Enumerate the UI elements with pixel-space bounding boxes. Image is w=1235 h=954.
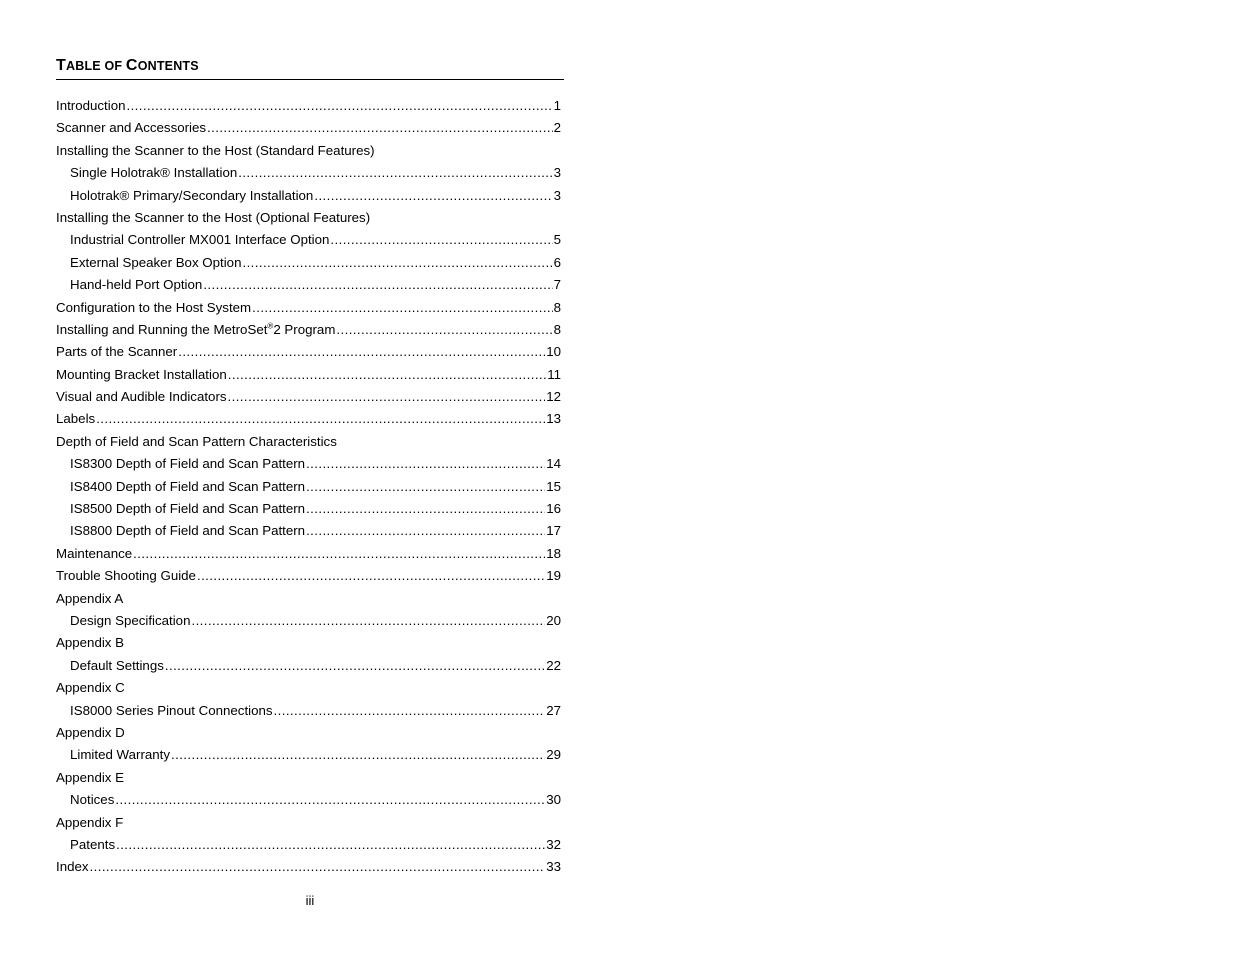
- heading-small-caps-2: ONTENTS: [137, 59, 199, 73]
- toc-entry-label-text: 2 Program: [273, 321, 336, 337]
- dot-leader: [126, 95, 552, 117]
- toc-entry[interactable]: [56, 812, 561, 834]
- dot-leader: [314, 185, 552, 207]
- dot-leader: [191, 610, 545, 632]
- toc-entry-label: Visual and Audible Indicators: [56, 389, 227, 405]
- toc-entry[interactable]: [56, 162, 561, 184]
- toc-entry[interactable]: [56, 588, 561, 610]
- dot-leader: [96, 408, 545, 430]
- registered-mark: ®: [267, 321, 274, 331]
- toc-entry-label: Design Specification: [70, 612, 191, 628]
- dot-leader: [306, 520, 545, 542]
- toc-entry[interactable]: [56, 700, 561, 722]
- toc-entry-page-number: 16: [546, 501, 561, 517]
- toc-entry-label: Default Settings: [70, 657, 164, 673]
- toc-entry[interactable]: [56, 185, 561, 207]
- toc-entry-page-number: 10: [546, 344, 561, 360]
- toc-entry-page-number: 7: [553, 277, 561, 293]
- toc-entry[interactable]: [56, 834, 561, 856]
- toc-entry-page-number: 29: [546, 747, 561, 763]
- toc-entry-page-number: 8: [553, 299, 561, 315]
- toc-entry[interactable]: [56, 565, 561, 587]
- toc-entry-label: IS8800 Depth of Field and Scan Pattern: [70, 523, 306, 539]
- toc-entry-label: Depth of Field and Scan Pattern Characteristics: [56, 433, 337, 449]
- toc-entry-page-number: 13: [546, 411, 561, 427]
- toc-entry-label: Labels: [56, 411, 96, 427]
- toc-entry[interactable]: [56, 408, 561, 430]
- toc-entry[interactable]: [56, 767, 561, 789]
- toc-entry-page-number: 5: [553, 232, 561, 248]
- dot-leader: [178, 341, 545, 363]
- toc-entry[interactable]: [56, 319, 561, 341]
- toc-entry[interactable]: [56, 341, 561, 363]
- toc-entry-label: IS8300 Depth of Field and Scan Pattern: [70, 456, 306, 472]
- toc-entry-label: Index: [56, 859, 89, 875]
- toc-entry[interactable]: [56, 297, 561, 319]
- dot-leader: [90, 856, 546, 878]
- toc-entry-page-number: 22: [546, 657, 561, 673]
- toc-entry[interactable]: [56, 386, 561, 408]
- toc-entry[interactable]: [56, 453, 561, 475]
- toc-entry[interactable]: [56, 789, 561, 811]
- toc-entry-page-number: 1: [553, 98, 561, 113]
- toc-entry[interactable]: [56, 543, 561, 565]
- dot-leader: [228, 364, 546, 386]
- dot-leader: [171, 744, 545, 766]
- toc-entry[interactable]: [56, 520, 561, 542]
- toc-entry-label: External Speaker Box Option: [70, 254, 242, 270]
- toc-entry-label: Limited Warranty: [70, 747, 170, 763]
- toc-entry-label: Appendix E: [56, 769, 125, 785]
- toc-entry[interactable]: [56, 140, 561, 162]
- toc-entry-page-number: 27: [546, 702, 561, 718]
- toc-entry-label: Scanner and Accessories: [56, 120, 207, 136]
- heading-first-cap-2: C: [125, 57, 138, 74]
- toc-entry-page-number: 12: [546, 389, 561, 405]
- toc-entry[interactable]: [56, 498, 561, 520]
- toc-entry[interactable]: [56, 677, 561, 699]
- toc-list: [56, 95, 561, 879]
- toc-entry[interactable]: [56, 117, 561, 139]
- dot-leader: [306, 476, 545, 498]
- toc-entry-label: Single Holotrak® Installation: [70, 165, 238, 181]
- toc-entry[interactable]: [56, 364, 561, 386]
- toc-entry-page-number: 30: [546, 792, 561, 808]
- dot-leader: [242, 252, 552, 274]
- dot-leader: [336, 319, 552, 341]
- dot-leader: [197, 565, 545, 587]
- dot-leader: [165, 655, 545, 677]
- toc-entry-page-number: 15: [546, 478, 561, 494]
- toc-entry[interactable]: [56, 274, 561, 296]
- toc-entry-page-number: 18: [546, 545, 561, 561]
- toc-entry-label: Industrial Controller MX001 Interface Option: [70, 232, 330, 248]
- toc-heading: [56, 56, 564, 80]
- toc-entry-page-number: 17: [546, 523, 561, 539]
- toc-entry-label: IS8400 Depth of Field and Scan Pattern: [70, 478, 306, 494]
- toc-entry[interactable]: [56, 207, 561, 229]
- toc-entry-label: Appendix B: [56, 635, 125, 651]
- toc-entry[interactable]: [56, 744, 561, 766]
- toc-entry-label-text: Installing and Running the MetroSet: [56, 321, 268, 337]
- dot-leader: [133, 543, 545, 565]
- toc-entry-label: Configuration to the Host System: [56, 299, 252, 315]
- toc-entry-label: Installing the Scanner to the Host (Optional Features): [56, 209, 371, 225]
- toc-entry-label: Parts of the Scanner: [56, 344, 178, 360]
- toc-entry-page-number: 2: [553, 120, 561, 136]
- dot-leader: [306, 498, 545, 520]
- toc-entry[interactable]: [56, 856, 561, 878]
- toc-entry-label: Notices: [70, 792, 115, 808]
- toc-entry[interactable]: [56, 95, 561, 117]
- dot-leader: [306, 453, 545, 475]
- dot-leader: [228, 386, 546, 408]
- toc-entry-page-number: 3: [553, 187, 561, 203]
- toc-entry-label: Appendix C: [56, 680, 125, 696]
- toc-entry-label: Appendix D: [56, 724, 125, 740]
- toc-entry-label: IS8000 Series Pinout Connections: [70, 702, 273, 718]
- toc-entry[interactable]: [56, 476, 561, 498]
- page-number: iii: [305, 893, 315, 908]
- toc-entry-page-number: 14: [546, 456, 561, 472]
- dot-leader: [116, 834, 545, 856]
- toc-entry-page-number: 3: [553, 165, 561, 181]
- dot-leader: [203, 274, 552, 296]
- toc-entry-label: Holotrak® Primary/Secondary Installation: [70, 187, 314, 203]
- dot-leader: [274, 700, 546, 722]
- dot-leader: [207, 117, 553, 139]
- toc-entry-label: Patents: [70, 836, 116, 852]
- toc-entry[interactable]: [56, 252, 561, 274]
- toc-entry[interactable]: [56, 610, 561, 632]
- toc-entry-label: Appendix F: [56, 814, 124, 830]
- toc-entry-page-number: 11: [547, 366, 561, 382]
- toc-entry[interactable]: [56, 632, 561, 654]
- dot-leader: [330, 229, 552, 251]
- toc-entry-label: Introduction: [56, 98, 126, 113]
- toc-entry-page-number: 20: [546, 612, 561, 628]
- toc-entry-label: [56, 319, 335, 341]
- toc-entry[interactable]: [56, 722, 561, 744]
- toc-entry-page-number: 33: [546, 859, 561, 875]
- toc-entry-label: Hand-held Port Option: [70, 277, 203, 293]
- toc-entry-page-number: 6: [553, 254, 561, 270]
- toc-entry[interactable]: [56, 431, 561, 453]
- heading-small-caps-1: ABLE OF: [65, 59, 126, 73]
- toc-entry-label: Maintenance: [56, 545, 133, 561]
- toc-entry-page-number: 32: [546, 836, 561, 852]
- toc-entry[interactable]: [56, 229, 561, 251]
- toc-entry-page-number: 19: [546, 568, 561, 584]
- toc-entry-label: Appendix A: [56, 590, 124, 606]
- toc-entry-label: Mounting Bracket Installation: [56, 366, 227, 382]
- toc-entry[interactable]: [56, 655, 561, 677]
- dot-leader: [238, 162, 552, 184]
- toc-entry-label: Installing the Scanner to the Host (Standard Features): [56, 142, 375, 158]
- toc-entry-page-number: 8: [553, 321, 561, 337]
- toc-entry-label: Trouble Shooting Guide: [56, 568, 196, 584]
- dot-leader: [252, 297, 552, 319]
- dot-leader: [115, 789, 545, 811]
- toc-entry-label: IS8500 Depth of Field and Scan Pattern: [70, 501, 306, 517]
- heading-first-cap-1: T: [56, 57, 66, 74]
